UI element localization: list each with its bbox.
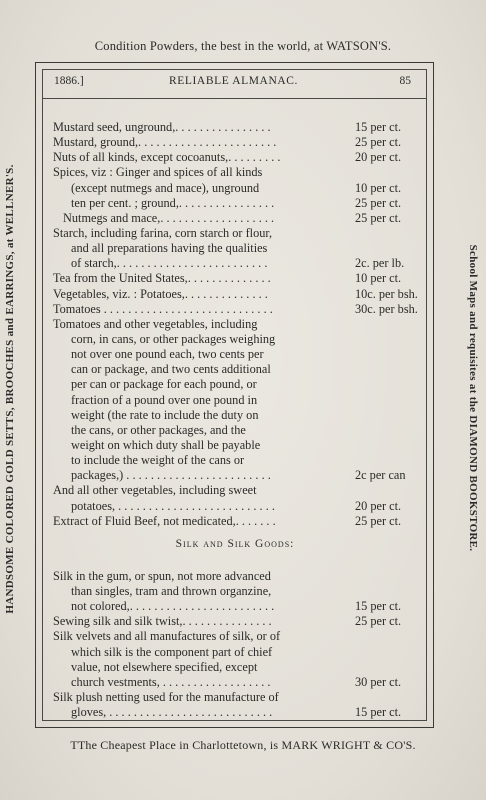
tariff-line [53,256,417,271]
header-rule [42,98,427,99]
tariff-rate: 2c. per lb. [355,256,405,271]
tariff-line [53,150,417,165]
tariff-line [53,423,417,438]
tariff-line [53,499,417,514]
tariff-line [53,347,417,362]
tariff-line [53,569,417,584]
tariff-rate: 25 per ct. [355,614,402,629]
tariff-line [53,483,417,498]
tariff-item-text: the cans, or other packages, and the [71,422,246,437]
tariff-line [53,226,417,241]
header-year: 1886.] [54,75,84,87]
tariff-rate: 25 per ct. [355,210,402,225]
tariff-item-text: Nuts of all kinds, except cocoanuts,. . . . . . . . . [53,150,281,165]
tariff-line [53,690,417,705]
tariff-rate: 2c per can [355,468,406,483]
tariff-item-text: Silk velvets and all manufactures of silk, or of [53,629,281,644]
tariff-item-text: than singles, tram and thrown organzine, [71,583,272,598]
tariff-item-text: of starch,. . . . . . . . . . . . . . . . . . . . . . . . . [71,256,268,271]
tariff-line [53,438,417,453]
tariff-item-text: Spices, viz : Ginger and spices of all kinds [53,165,263,180]
left-margin-advertisement: HANDSOME COLORED GOLD SETTS, BROOCHES and EARRINGS, at WELLNER'S. [4,164,16,614]
tariff-rate: 15 per ct. [355,599,402,614]
tariff-line [53,317,417,332]
tariff-item-text: Mustard, ground,. . . . . . . . . . . . . . . . . . . . . . . [53,135,277,150]
tariff-item-text: not colored,. . . . . . . . . . . . . . . . . . . . . . . . [71,599,275,614]
tariff-rate: 25 per ct. [355,135,402,150]
tariff-line [53,599,417,614]
tariff-line [53,614,417,629]
tariff-line [53,241,417,256]
header-title: RELIABLE ALMANAC. [168,75,299,87]
tariff-item-text: can or package, and two cents additional [71,362,271,377]
tariff-rate: 30c. per bsh. [355,301,418,316]
tariff-item-text: Silk plush netting used for the manufacture of [53,689,279,704]
tariff-item-text: which silk is the component part of chief [71,644,273,659]
tariff-item-text: Nutmegs and mace,. . . . . . . . . . . . . . . . . . . [63,210,275,225]
tariff-item-text: fraction of a pound over one pound in [71,392,258,407]
top-advertisement: Condition Powders, the best in the world, at WATSON'S. [94,39,392,53]
tariff-item-text: Extract of Fluid Beef, not medicated,. . . . . . . [53,513,276,528]
tariff-line [53,645,417,660]
tariff-item-text: And all other vegetables, including sweet [53,483,257,498]
tariff-item-text: to include the weight of the cans or [71,453,245,468]
tariff-line [53,196,417,211]
tariff-line [53,165,417,180]
tariff-line [53,362,417,377]
tariff-rate: 25 per ct. [355,195,402,210]
tariff-line [53,408,417,423]
tariff-rate: 30 per ct. [355,674,402,689]
tariff-rate: 15 per ct. [355,120,402,134]
tariff-line [53,393,417,408]
tariff-line [53,514,417,529]
tariff-line [53,287,417,302]
tariff-rate: 25 per ct. [355,513,402,528]
right-margin-advertisement: School Maps and requisites at the DIAMOND BOOKSTORE. [467,244,479,552]
tariff-line [53,120,417,135]
tariff-line [53,135,417,150]
tariff-line [53,468,417,483]
tariff-rate: 15 per ct. [355,705,402,720]
tariff-item-text: Tomatoes and other vegetables, including [53,316,258,331]
running-header [42,75,425,95]
tariff-item-text: value, not elsewhere specified, except [71,659,258,674]
tariff-line [53,675,417,690]
tariff-line [53,584,417,599]
tariff-line [53,629,417,644]
tariff-rate: 10 per ct. [355,180,402,195]
tariff-line [53,332,417,347]
tariff-item-text: Sewing silk and silk twist,. . . . . . . . . . . . . . . [53,614,272,629]
tariff-list [53,120,417,720]
tariff-item-text: packages,) . . . . . . . . . . . . . . . . . . . . . . . . [71,468,271,483]
tariff-item-text: Silk in the gum, or spun, not more advanced [53,568,271,583]
tariff-item-text: Tea from the United States,. . . . . . . . . . . . . . [53,271,271,286]
tariff-item-text: Starch, including farina, corn starch or flour, [53,225,273,240]
tariff-item-text: Vegetables, viz. : Potatoes,. . . . . . . . . . . . . . [53,286,268,301]
tariff-rate: 20 per ct. [355,150,402,165]
tariff-line [53,453,417,468]
tariff-line [53,377,417,392]
tariff-rate: 10c. per bsh. [355,286,418,301]
section-title-silk: Silk and Silk Goods: [175,537,295,550]
tariff-rate: 20 per ct. [355,498,402,513]
tariff-item-text: weight (the rate to include the duty on [71,407,259,422]
bottom-advertisement: TThe Cheapest Place in Charlottetown, is MARK WRIGHT & CO'S. [70,738,416,752]
tariff-item-text: ten per cent. ; ground,. . . . . . . . . . . . . . . . [71,195,275,210]
tariff-line [53,660,417,675]
tariff-rate: 10 per ct. [355,271,402,286]
tariff-item-text: Tomatoes . . . . . . . . . . . . . . . . . . . . . . . . . . . . [53,301,273,316]
tariff-item-text: per can or package for each pound, or [71,377,257,392]
tariff-line [53,181,417,196]
tariff-item-text: Mustard seed, unground,. . . . . . . . . . . . . . . . [53,120,271,134]
tariff-line [53,271,417,286]
tariff-line [53,211,417,226]
tariff-item-text: not over one pound each, two cents per [71,347,264,362]
tariff-line [53,302,417,317]
page-number: 85 [399,75,411,87]
tariff-item-text: and all preparations having the qualities [71,241,268,256]
tariff-item-text: corn, in cans, or other packages weighing [71,331,276,346]
tariff-item-text: weight on which duty shall be payable [71,437,261,452]
tariff-item-text: (except nutmegs and mace), unground [71,180,260,195]
tariff-item-text: potatoes, . . . . . . . . . . . . . . . . . . . . . . . . . . [71,498,275,513]
tariff-line [53,705,417,720]
tariff-item-text: church vestments, . . . . . . . . . . . . . . . . . . [71,674,271,689]
tariff-item-text: gloves, . . . . . . . . . . . . . . . . . . . . . . . . . . . [71,705,273,720]
